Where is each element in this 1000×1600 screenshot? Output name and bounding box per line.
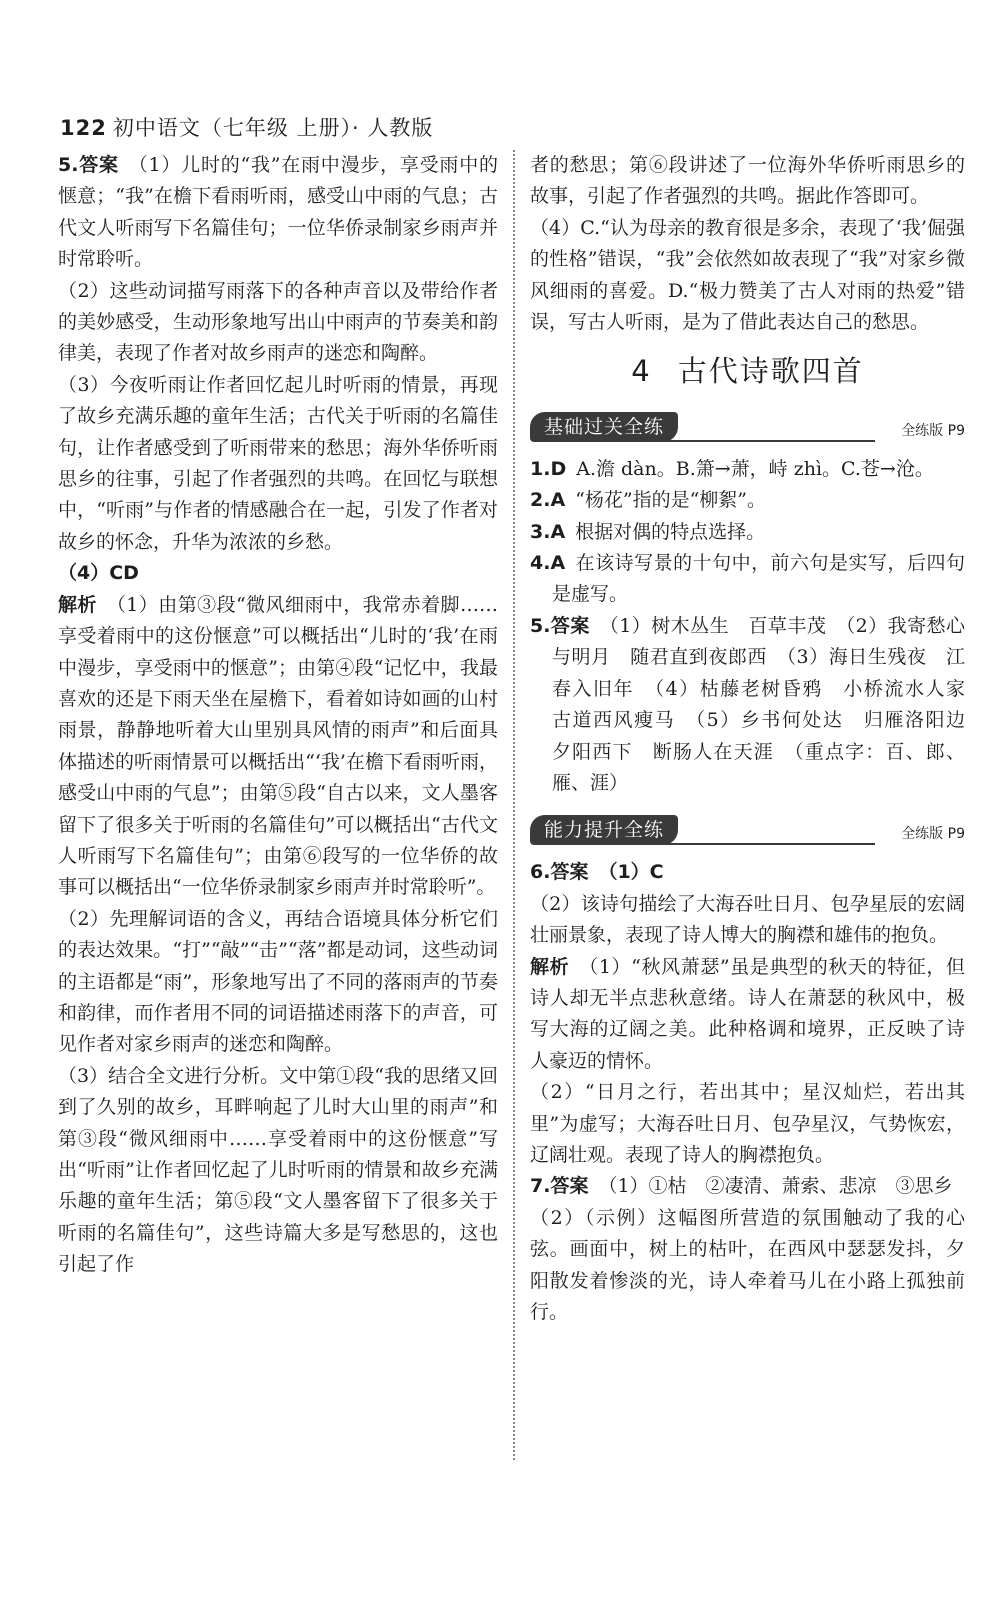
answer-paragraph: （2）这些动词描写雨落下的各种声音以及带给作者的美妙感受，生动形象地写出山中雨声的节奏美和韵律美，表现了作者对故乡雨声的迷恋和陶醉。 (58, 279, 498, 365)
answer-paragraph: （4）CD (58, 562, 139, 585)
answer-item: 1.D A.澹 dàn。B.箫→萧，峙 zhì。C.苍→沧。 (530, 457, 934, 480)
section-number: 4 (631, 354, 652, 389)
answer-item: 7.答案 （1）①枯 ②凄清、萧索、悲凉 ③思乡 (530, 1175, 953, 1198)
book-title: 初中语文（七年级 上册）· 人教版 (112, 116, 434, 140)
bar-rule (540, 440, 875, 442)
answer-item: 3.A 根据对偶的特点选择。 (530, 520, 766, 543)
section-title (530, 356, 965, 387)
answer-paragraph: （3）今夜听雨让作者回忆起儿时听雨的情景，再现了故乡充满乐趣的童年生活；古代关于听雨的名篇佳句，让作者感受到了听雨带来的愁思；海外华侨听雨思乡的往事，引起了作者强烈的共鸣。在回忆与联想中，“听雨”与作者的情感融合在一起，引发了作者对故乡的怀念，升华为浓浓的乡愁。 (58, 373, 498, 553)
analysis-paragraph: （4）C.“认为母亲的教育很是多余，表现了‘我’倔强的性格”错误，“我”会依然如故表现了“我”对家乡微风细雨的喜爱。D.“极力赞美了古人对雨的热爱”错误，写古人听雨，是为了借此表达自己的愁思。 (530, 216, 965, 334)
answer-item: 6.答案 （1）C (530, 861, 664, 884)
column-divider (513, 150, 515, 1460)
page-header (60, 112, 433, 142)
analysis-paragraph: （3）结合全文进行分析。文中第①段“我的思绪又回到了久别的故乡，耳畔响起了儿时大山里的雨声”和第③段“微风细雨中……享受着雨中的这份惬意”写出“听雨”让作者回忆起了儿时听雨的情景和故乡充满乐趣的童年生活；第⑤段“文人墨客留下了很多关于听雨的名篇佳句”，这些诗篇大多是写愁思的，这也引起了作 (58, 1064, 498, 1276)
left-column (58, 150, 498, 1281)
answer-paragraph: （2）该诗句描绘了大海吞吐日月、包孕星辰的宏阔壮丽景象，表现了诗人博大的胸襟和雄伟的抱负。 (530, 892, 965, 947)
answer-item: 2.A “杨花”指的是“柳絮”。 (530, 489, 767, 512)
right-column (530, 150, 985, 1328)
answer-paragraph: 5.答案 （1）儿时的“我”在雨中漫步，享受雨中的惬意；“我”在檐下看雨听雨，感受山中雨的气息；古代文人听雨写下名篇佳句；一位华侨录制家乡雨声并时常聆听。 (58, 154, 498, 271)
basic-practice-label: 基础过关全练 (530, 412, 678, 442)
basic-practice-bar (530, 410, 965, 446)
page-number: 122 (60, 116, 107, 140)
analysis-paragraph: 者的愁思；第⑥段讲述了一位海外华侨听雨思乡的故事，引起了作者强烈的共鸣。据此作答即可。 (530, 154, 965, 208)
analysis-paragraph: 解析 （1）由第③段“微风细雨中，我常赤着脚……享受着雨中的这份惬意”可以概括出“儿时的‘我’在雨中漫步，享受雨中的惬意”；由第④段“记忆中，我最喜欢的还是下雨天坐在屋檐下，看着如诗如画的山村雨景，静静地听着大山里别具风情的雨声”和后面具体描述的听雨情景可以概括出“‘我’在檐下看雨听雨，感受山中雨的气息”；由第⑤段“自古以来，文人墨客留下了很多关于听雨的名篇佳句”可以概括出“古代文人听雨写下名篇佳句”；由第⑥段写的一位华侨的故事可以概括出“一位华侨录制家乡雨声并时常聆听”。 (58, 593, 498, 899)
ability-practice-label: 能力提升全练 (530, 815, 678, 845)
analysis-paragraph: 解析 （1）“秋风萧瑟”虽是典型的秋天的特征，但诗人却无半点悲秋意绪。诗人在萧瑟的秋风中，极写大海的辽阔之美。此种格调和境界，正反映了诗人豪迈的情怀。 (530, 955, 965, 1072)
analysis-paragraph: （2）“日月之行，若出其中；星汉灿烂，若出其里”为虚写；大海吞吐日月、包孕星汉，气势恢宏，辽阔壮观。表现了诗人的胸襟抱负。 (530, 1081, 965, 1166)
answer-paragraph: （2）（示例）这幅图所营造的氛围触动了我的心弦。画面中，树上的枯叶，在西风中瑟瑟发抖，夕阳散发着惨淡的光，诗人牵着马儿在小路上孤独前行。 (530, 1206, 965, 1323)
answer-item: 4.A 在该诗写景的十句中，前六句是实写，后四句是虚写。 (530, 552, 965, 606)
analysis-paragraph: （2）先理解词语的含义，再结合语境具体分析它们的表达效果。“打”“敲”“击”“落”都是动词，这些动词的主语都是“雨”，形象地写出了不同的落雨声的节奏和韵律，而作者用不同的词语描述雨落下的声音，可见作者对家乡雨声的迷恋和陶醉。 (58, 907, 498, 1056)
basic-practice-ref: 全练版 P9 (901, 422, 965, 439)
bar-rule (540, 843, 875, 845)
ability-practice-ref: 全练版 P9 (901, 826, 965, 843)
ability-practice-bar (530, 813, 965, 849)
answer-item: 5.答案 （1）树木丛生 百草丰茂 （2）我寄愁心与明月 随君直到夜郎西 （3）海日生残夜 江春入旧年 （4）枯藤老树昏鸦 小桥流水人家 古道西风瘦马 （5）乡书何处达 归雁洛阳边 夕阳西下 断肠人在天涯 （重点字：百、郎、雁、涯） (530, 614, 985, 794)
section-heading: 古代诗歌四首 (677, 354, 864, 389)
